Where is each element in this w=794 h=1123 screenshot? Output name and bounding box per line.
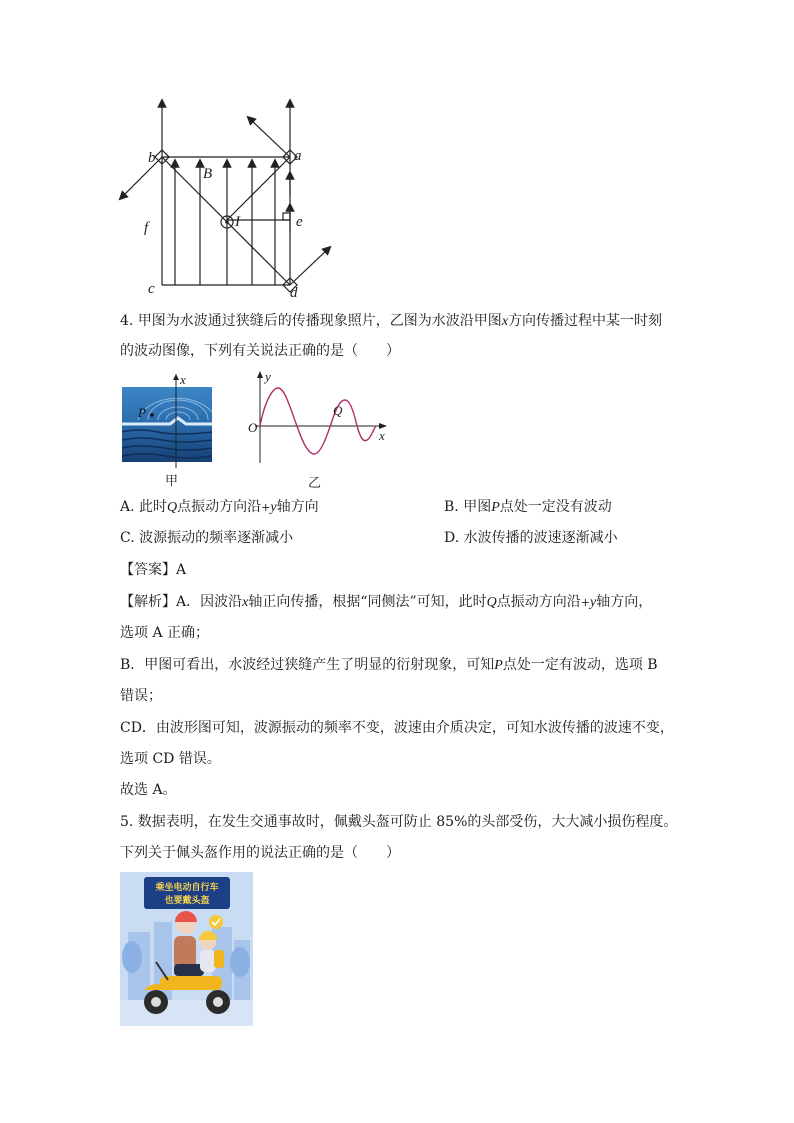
poster-title-line1: 乘坐电动自行车 — [155, 882, 219, 892]
analysis-l1-mid2: 点振动方向沿 — [496, 594, 581, 610]
wave-curve — [260, 388, 376, 454]
q4-analysis-line6: 选项 CD 错误。 — [120, 751, 221, 767]
option-a-var2: y — [270, 500, 277, 515]
analysis-l1-sign: + — [580, 596, 591, 609]
graph-y-label: y — [265, 369, 271, 384]
caption-jia: 甲 — [165, 474, 179, 489]
analysis-l3-pre: B．甲图可看出，水波经过狭缝产生了明显的衍射现象，可知 — [120, 657, 495, 673]
wave-graph — [245, 368, 395, 472]
graph-q-label: Q — [333, 403, 343, 418]
option-c: C. 波源振动的频率逐渐减小 — [120, 530, 294, 546]
option-b-var: P — [491, 500, 500, 515]
label-c: c — [148, 281, 155, 297]
graph-origin-label: O — [248, 420, 258, 435]
q4-number: 4. — [120, 313, 134, 329]
water-wave-photo — [118, 372, 218, 472]
q4-stem-pre: 甲图为水波通过狭缝后的传播现象照片，乙图为水波沿甲图 — [137, 313, 502, 329]
q4-stem-var: x — [501, 314, 509, 329]
option-a-post: 轴方向 — [276, 499, 319, 515]
photo-x-label: x — [180, 372, 186, 387]
label-B: B — [203, 166, 213, 182]
poster-title-line2: 也要戴头盔 — [164, 895, 210, 905]
q4-stem-post: 方向传播过程中某一时刻 — [508, 313, 663, 329]
analysis-l3-post: 点处一定有波动，选项 B — [502, 657, 658, 673]
analysis-l1-pre: 【解析】A．因波沿 — [120, 594, 243, 610]
graph-x-label: x — [379, 428, 385, 443]
analysis-l3-var: P — [494, 658, 503, 673]
q5-stem-line2: 下列关于佩头盔作用的说法正确的是（ ） — [120, 845, 400, 861]
label-a: a — [294, 148, 302, 164]
analysis-l1-mid: 轴正向传播，根据“同侧法”可知，此时 — [248, 594, 487, 610]
q4-answer: 【答案】A — [120, 562, 187, 578]
label-e: e — [296, 214, 303, 230]
option-b-post: 点处一定没有波动 — [499, 499, 612, 515]
q4-analysis-line1 — [120, 592, 652, 613]
q4-analysis-line3 — [120, 655, 658, 676]
q5-stem-line1: 5. 数据表明，在发生交通事故时，佩戴头盔可防止 85%的头部受伤，大大减小损伤程度。 — [120, 814, 678, 830]
option-a — [120, 497, 319, 518]
analysis-l1-var2: Q — [486, 595, 497, 610]
q4-stem-line2: 的波动图像，下列有关说法正确的是（ ） — [120, 343, 400, 359]
caption-yi: 乙 — [308, 476, 322, 491]
label-b: b — [148, 150, 156, 166]
q4-stem-line1 — [120, 311, 662, 332]
q4-analysis-line4: 错误； — [120, 688, 162, 704]
analysis-l1-var: x — [242, 595, 249, 610]
option-a-sign: + — [261, 501, 271, 514]
option-a-var: Q — [167, 500, 178, 515]
option-d: D. 水波传播的波速逐渐减小 — [444, 530, 618, 546]
option-b — [444, 497, 612, 518]
q4-analysis-line5: CD．由波形图可知，波源振动的频率不变，波速由介质决定，可知水波传播的波速不变， — [120, 720, 674, 736]
option-a-pre: A. 此时 — [120, 499, 168, 515]
option-a-mid: 点振动方向沿 — [177, 499, 262, 515]
label-d: d — [290, 285, 298, 301]
helmet-poster — [120, 872, 253, 1026]
option-b-pre: B. 甲图 — [444, 499, 492, 515]
label-I: I — [235, 214, 240, 230]
analysis-l1-var3: y — [590, 595, 597, 610]
q4-analysis-line7: 故选 A。 — [120, 782, 177, 798]
label-f: f — [144, 220, 149, 236]
analysis-l1-post: 轴方向， — [596, 594, 653, 610]
q4-analysis-line2: 选项 A 正确； — [120, 625, 210, 641]
photo-p-label: P — [138, 405, 146, 420]
field-diagram — [110, 95, 350, 305]
